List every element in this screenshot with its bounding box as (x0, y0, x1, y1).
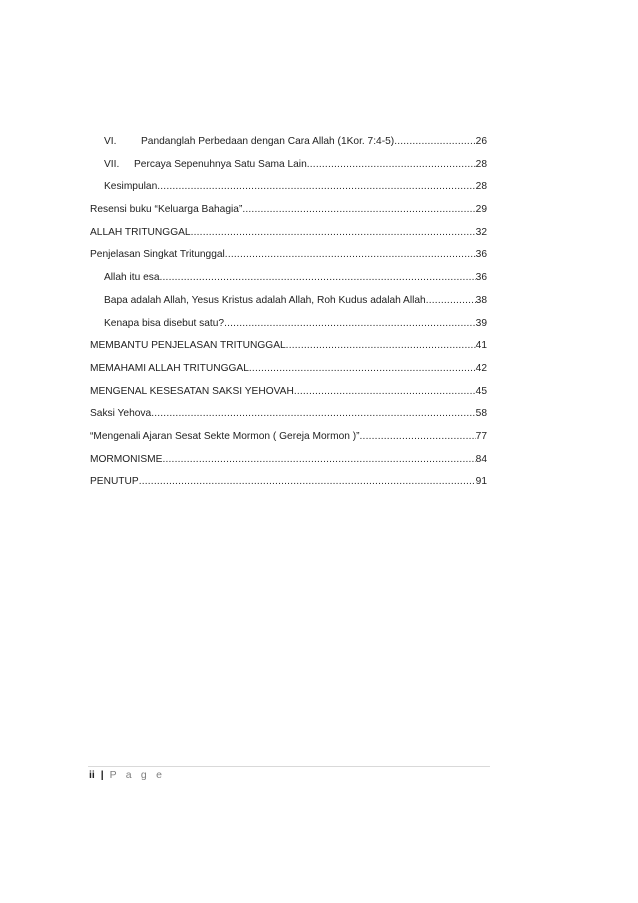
toc-entry-page: 36 (475, 249, 487, 261)
toc-entry-title: Percaya Sepenuhnya Satu Sama Lain (134, 158, 307, 170)
toc-entry-title: Saksi Yehova (90, 408, 152, 420)
footer-separator: | (100, 769, 104, 781)
toc-entry-title: Penjelasan Singkat Tritunggal (90, 249, 225, 261)
toc-entry-title: “Mengenali Ajaran Sesat Sekte Mormon ( Gereja Mormon )” (90, 430, 360, 442)
toc-dot-leader (286, 335, 476, 358)
toc-dot-leader (249, 358, 476, 381)
toc-entry-title: MORMONISME (90, 453, 163, 465)
toc-dot-leader (151, 403, 475, 426)
toc-entry-title: PENUTUP (90, 476, 139, 488)
toc-entry-page: 77 (475, 430, 487, 442)
toc-entry-page: 26 (475, 136, 487, 147)
toc-entry[interactable] (90, 131, 487, 154)
toc-entry-title: Kenapa bisa disebut satu? (104, 317, 225, 329)
toc-entry[interactable] (90, 313, 487, 336)
toc-entry-page: 84 (475, 453, 487, 465)
toc-entry-title: Bapa adalah Allah, Yesus Kristus adalah Allah, Roh Kudus adalah Allah (104, 294, 426, 306)
toc-entry-page: 28 (475, 181, 487, 193)
toc-dot-leader (294, 381, 476, 404)
toc-entry-page: 36 (475, 272, 487, 284)
toc-entry-title: Allah itu esa (104, 272, 160, 284)
toc-entry[interactable] (90, 222, 487, 245)
toc-entry-page: 58 (475, 408, 487, 420)
toc-dot-leader (162, 449, 475, 472)
toc-entry-page: 29 (475, 204, 487, 216)
toc-entry-number: VII. (104, 158, 120, 170)
toc-entry[interactable] (90, 244, 487, 267)
toc-entry[interactable] (90, 426, 487, 449)
toc-dot-leader (191, 222, 476, 245)
toc-entry-number: VI. (104, 136, 117, 147)
toc-entry-title: Pandanglah Perbedaan dengan Cara Allah (1Kor. 7:4-5) (141, 136, 395, 147)
toc-entry-title: MEMBANTU PENJELASAN TRITUNGGAL (90, 340, 286, 352)
toc-entry-page: 42 (475, 362, 487, 374)
toc-dot-leader (157, 176, 475, 199)
toc-entry[interactable] (90, 449, 487, 472)
toc-entry[interactable] (90, 381, 487, 404)
toc-entry-page: 28 (475, 158, 487, 170)
toc-dot-leader (426, 290, 476, 313)
toc-entry[interactable] (90, 290, 487, 313)
page-footer (89, 766, 165, 784)
toc-entry-title: ALLAH TRITUNGGAL (90, 226, 191, 238)
toc-entry-page: 32 (475, 226, 487, 238)
toc-entry[interactable] (90, 176, 487, 199)
toc-entry-title: MEMAHAMI ALLAH TRITUNGGAL (90, 362, 249, 374)
toc-dot-leader (394, 131, 475, 154)
toc-dot-leader (139, 471, 476, 494)
footer-page-number: ii (89, 769, 95, 781)
toc-entry-title: MENGENAL KESESATAN SAKSI YEHOVAH (90, 385, 294, 397)
toc-dot-leader (160, 267, 476, 290)
toc-dot-leader (225, 244, 476, 267)
toc-dot-leader (360, 426, 476, 449)
toc-entry-title: Resensi buku “Keluarga Bahagia” (90, 204, 243, 216)
toc-entry[interactable] (90, 154, 487, 177)
toc-entry[interactable] (90, 471, 487, 494)
toc-entry[interactable] (90, 267, 487, 290)
toc-entry-page: 38 (475, 294, 487, 306)
toc-entry[interactable] (90, 335, 487, 358)
toc-entry[interactable] (90, 358, 487, 381)
toc-dot-leader (224, 313, 476, 336)
table-of-contents (90, 131, 487, 494)
footer-page-word: P a g e (109, 769, 166, 781)
toc-entry-page: 39 (475, 317, 487, 329)
toc-dot-leader (307, 154, 476, 177)
toc-entry[interactable] (90, 199, 487, 222)
toc-entry-title: Kesimpulan (104, 181, 158, 193)
toc-dot-leader (242, 199, 475, 222)
toc-entry-page: 91 (475, 476, 487, 488)
toc-entry-page: 45 (475, 385, 487, 397)
toc-entry[interactable] (90, 403, 487, 426)
toc-entry-page: 41 (475, 340, 487, 352)
